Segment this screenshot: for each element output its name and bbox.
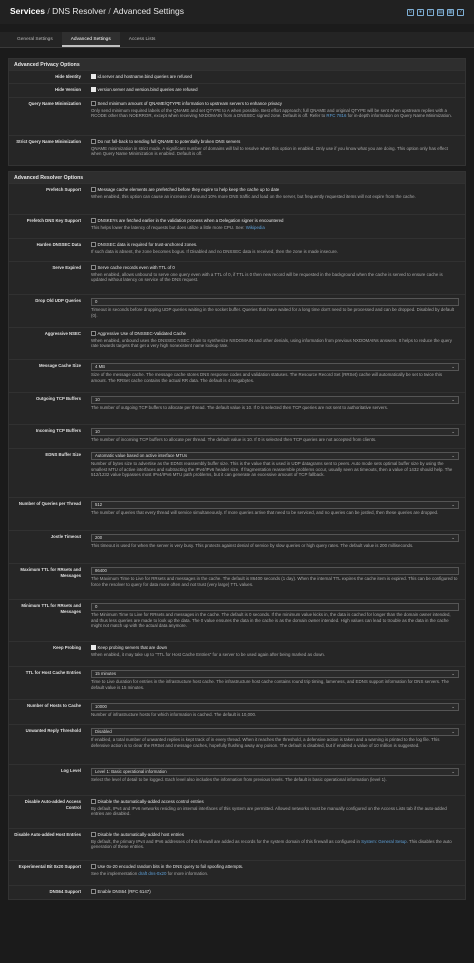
num-hosts-help: Number of infrastructure hosts for which information is cached. The default is 10,000. — [91, 712, 257, 717]
jostle-row — [9, 530, 465, 563]
hide-version-checkbox[interactable] — [91, 87, 96, 92]
prefetch-help: When enabled, this option can cause an increase of around 10% more DNS traffic and load on the server, but frequently requested items will not expire from the cache. — [91, 193, 416, 199]
max-ttl-input[interactable]: 86400 — [91, 567, 459, 575]
qname-min-label: Query Name Minimization — [28, 101, 81, 106]
general-setup-link[interactable]: System: General Setup — [361, 838, 407, 844]
jostle-help: This timeout is used for when the server is very busy. This protects against denial of service by slow queries or high query rates. The default value is 200 milliseconds. — [91, 543, 414, 548]
jostle-label: Jostle Timeout — [50, 534, 81, 539]
log-level-label: Log Level — [60, 768, 81, 773]
qname-min-checkbox[interactable] — [91, 101, 96, 106]
prefetch-key-checkbox[interactable] — [91, 218, 96, 223]
resolver-panel — [8, 171, 466, 900]
min-ttl-input[interactable]: 0 — [91, 603, 459, 611]
strict-qname-help: QNAME minimization in strict mode. A significant number of domains will fail to resolve when this option in enabled. Only use if you know what you are doing. This option only has effect when Query Name Minimization is enabled. Default is off. — [91, 145, 448, 157]
bit0x20-text: Use 0x-20 encoded random bits in the DNS query to foil spoofing attempts. — [97, 864, 244, 869]
host-cache-ttl-row — [9, 666, 465, 699]
unwanted-row — [9, 724, 465, 764]
strict-qname-checkbox[interactable] — [91, 139, 96, 144]
min-ttl-help: The Minimum Time to Live for RRsets and messages in the cache. The default is 0 seconds. If the minimum value kicks in, the data is cached for longer than the domain owner intended, and thus less queries are made to look up the data. The 0 value ensures the data in the cache is as the domain owner intended. High values can lead to trouble as the data in the cache might not match up with the actual data anymore. — [91, 612, 451, 629]
keep-probing-label: Keep Probing — [53, 645, 81, 650]
privacy-panel — [8, 58, 466, 166]
disable-acl-text: Disable the automatically-added access control entries — [97, 799, 204, 804]
reload-icon[interactable]: ↻ — [408, 8, 413, 15]
drop-old-help: Timeout in seconds before dropping UDP queries waiting in the socket buffer. Queries that have waited for a long time don't need to be processed and can be dropped. Disabled by default (0). — [91, 307, 454, 318]
help-icon[interactable]: ? — [457, 9, 464, 16]
log-level-row — [9, 764, 465, 795]
unwanted-help: If enabled, a total number of unwanted replies is kept track of in every thread. When it reaches the threshold, a defensive action is taken and a warning is printed to the log file. This defensive action is to clear the RRSet and message caches, hopefully flushing away any poison. The default is disabled, but if enabled a value of 10 million is suggested. — [91, 737, 440, 748]
chevron-down-icon: ⌄ — [451, 704, 455, 709]
msg-cache-select[interactable]: 4 MB ⌄ — [91, 363, 459, 371]
in-tcp-help: The number of incoming TCP buffers to allocate per thread. The default value is 10. If 0 is selected then TCP queries are not accepted from clients. — [91, 437, 377, 442]
harden-row — [9, 238, 465, 261]
chevron-down-icon: ⌄ — [451, 671, 455, 676]
edns-row — [9, 448, 465, 497]
strict-qname-row — [9, 135, 465, 165]
msg-cache-row — [9, 359, 465, 392]
out-tcp-row — [9, 392, 465, 424]
queries-row — [9, 497, 465, 530]
breadcrumb-advanced-settings: Advanced Settings — [113, 6, 184, 17]
prefetch-key-row — [9, 214, 465, 238]
chevron-down-icon: ⌄ — [451, 729, 455, 734]
prefetch-key-label: Prefetch DNS Key Support — [26, 218, 81, 223]
dns64-text: Enable DNS64 (RFC 6147) — [97, 889, 151, 894]
edns-help: Number of bytes size to advertise as the EDNS reassembly buffer size. This is the value that is used in UDP datagrams sent to peers. Auto mode sets optimal buffer size by using the smallest MTU of active interfaces and subtracting the IPv4/IPv6 header size. If fragmentation reassemble problems occur, usually seen as timeouts, then a value of 1432 should help. The 512/1232 value bypasses most IPv4/IPv6 MTU path problems, but it can generate an excessive amount of TCP fallback. — [91, 461, 453, 478]
aggressive-label: Aggressive NSEC — [44, 331, 81, 336]
queries-help: The number of queries that every thread will service simultaneously. If more queries arrive that need to be serviced, and no queries can be jostled, then these queries are dropped. — [91, 510, 439, 515]
msg-cache-help: Size of the message cache. The message cache stores DNS response codes and validation statuses. The Resource Record Set (RRSet) cache will automatically be set to twice this amount. The RRSet cache contains the actual RR data. The default is 4 megabytes. — [91, 372, 443, 383]
disable-host-label: Disable Auto-added Host Entries — [14, 832, 81, 837]
services-icon[interactable]: ≡ — [427, 9, 434, 16]
host-cache-ttl-label: TTL for Host Cache Entries — [25, 670, 81, 675]
chevron-down-icon: ⌄ — [451, 397, 455, 402]
aggressive-row — [9, 327, 465, 359]
chevron-down-icon: ⌄ — [451, 364, 455, 369]
unwanted-select[interactable]: Disabled ⌄ — [91, 728, 459, 736]
jostle-select[interactable]: 200 ⌄ — [91, 534, 459, 542]
qname-min-text: Send minimum amount of QNAME/QTYPE information to upstream servers to enhance privacy — [97, 101, 282, 106]
qname-min-help: Only send minimum required labels of the QNAME and set QTYPE to A when possible. Best effort approach; full QNAME and original QTYPE will be sent when upstream replies with a RCODE other than NOERROR, except when receiving NXDOMAIN from a DNSSEC signed zone. Default is off. Refer to RFC 7816 for in-depth information on Query Name Minimization. — [91, 107, 452, 119]
keep-probing-row — [9, 641, 465, 666]
unwanted-label: Unwanted Reply Threshold — [25, 728, 81, 733]
hide-version-label: Hide Version — [54, 87, 81, 92]
hide-identity-row — [9, 70, 465, 83]
harden-checkbox[interactable] — [91, 242, 96, 247]
bit0x20-checkbox[interactable] — [91, 864, 96, 869]
chevron-down-icon: ⌄ — [451, 429, 455, 434]
chevron-down-icon: ⌄ — [451, 453, 455, 458]
header-icons — [407, 9, 464, 16]
out-tcp-label: Outgoing TCP Buffers — [35, 396, 81, 401]
bit0x20-help: See the implementation draft dns-0x20 for more information. — [91, 870, 209, 876]
serve-expired-row — [9, 261, 465, 294]
qname-min-row — [9, 97, 465, 135]
aggressive-help: When enabled, unbound uses the DNSSEC NSEC chain to synthesize NXDOMAIN and other denials, using information from previous NXDOMAINs answers. It helps to reduce the query rate towards targets that get a very high nonexistent name lookup rate. — [91, 337, 452, 349]
hide-identity-checkbox[interactable] — [91, 74, 96, 79]
min-ttl-row — [9, 599, 465, 641]
hide-identity-text: id.server and hostname.bind queries are refused — [97, 74, 192, 79]
chevron-down-icon: ⌄ — [451, 535, 455, 540]
max-ttl-label: Maximum TTL for RRsets and Messages — [20, 567, 81, 578]
out-tcp-select[interactable]: 10 ⌄ — [91, 396, 459, 404]
aggressive-text: Aggressive Use of DNSSEC-Validated Cache — [97, 331, 187, 336]
drop-old-input[interactable]: 0 — [91, 298, 459, 306]
disable-acl-help: By default, IPv4 and IPv6 networks residing on internal interfaces of this system are permitted. Allowed networks must be manually configured on the Access Lists tab if the auto-added entries are disabled. — [91, 805, 447, 817]
in-tcp-row — [9, 424, 465, 448]
wikipedia-link[interactable]: Wikipedia — [245, 224, 265, 230]
max-ttl-help: The Maximum Time to Live for RRsets and messages in the cache. The default is 86400 seconds (1 day). When the internal TTL expires the cache item is expired. This can be configured to force the resolver to query for data more often and not trust (very large) TTL values. — [91, 576, 458, 587]
serve-expired-text: Serve cache records even with TTL of 0 — [97, 265, 175, 270]
num-hosts-label: Number of Hosts to Cache — [27, 703, 81, 708]
dns64-label: DNS64 Support — [49, 889, 81, 894]
drop-old-label: Drop Old UDP Queries — [35, 298, 81, 303]
min-ttl-label: Minimum TTL for RRsets and Messages — [21, 603, 81, 614]
harden-label: Harden DNSSEC Data — [36, 242, 81, 247]
log-level-select[interactable]: Level 1: Basic operational information ⌄ — [91, 768, 459, 776]
hide-version-text: version.server and version.bind queries are refused — [97, 87, 198, 92]
chevron-down-icon: ⌄ — [451, 502, 455, 507]
page-header — [0, 0, 474, 24]
log-level-help: Select the level of detail to be logged. Each level also includes the information from previous levels. The default is basic operational information (level 1). — [91, 777, 387, 782]
prefetch-label: Prefetch Support — [46, 187, 81, 192]
chart-icon[interactable]: ▤ — [438, 8, 443, 15]
edns-label: EDNS Buffer Size — [45, 452, 81, 457]
resolver-panel-title: Advanced Resolver Options — [9, 172, 465, 183]
bit0x20-row — [9, 860, 465, 885]
drop-old-row — [9, 294, 465, 327]
dns64-checkbox[interactable] — [91, 889, 96, 894]
num-hosts-select[interactable]: 10000 ⌄ — [91, 703, 459, 711]
in-tcp-label: Incoming TCP Buffers — [35, 428, 81, 433]
queries-label: Number of Queries per Thread — [18, 501, 81, 506]
breadcrumb-separator: / — [47, 6, 50, 17]
tab-access-lists[interactable]: Access Lists — [128, 37, 156, 42]
disable-host-help: By default, the primary IPv4 and IPv6 addresses of this firewall are added as records for the system domain of this firewall as configured in System: General Setup. This disables the auto generation of these entries. — [91, 838, 452, 850]
host-cache-ttl-help: Time to Live duration for entries in the infrastructure host cache. The infrastructure host cache contains round trip timing, lameness, and EDNS support information for DNS servers. The default value is 15 minutes. — [91, 679, 449, 690]
hide-identity-label: Hide Identity — [55, 74, 81, 79]
hide-version-row — [9, 83, 465, 97]
out-tcp-help: The number of outgoing TCP buffers to allocate per thread. The default value is 10. If 0 is selected then TCP queries are not sent to authoritative servers. — [91, 405, 389, 410]
rfc-7816-link[interactable]: RFC 7816 — [326, 113, 347, 119]
disable-acl-checkbox[interactable] — [91, 799, 96, 804]
prefetch-key-help: This helps lower the latency of requests but does utilize a little more CPU. See: Wikipedia — [91, 224, 265, 230]
prefetch-row — [9, 183, 465, 214]
keep-probing-text: Keep probing servers that are down — [97, 645, 168, 650]
breadcrumb-services[interactable]: Services — [10, 6, 45, 17]
disable-acl-label: Disable Auto-added Access Control — [24, 799, 81, 810]
harden-help: If such data is absent, the zone becomes bogus. If Disabled and no DNSSEC data is received, then the zone is made insecure. — [91, 248, 338, 254]
bit0x20-label: Experimental Bit 0x20 Support — [18, 864, 81, 869]
tab-advanced-settings[interactable]: Advanced Settings — [62, 32, 120, 47]
disable-host-text: Disable the automatically-added host entries — [97, 832, 184, 837]
serve-expired-checkbox[interactable] — [91, 265, 96, 270]
serve-expired-help: When enabled, allows unbound to serve one query even with a TTL of 0, if TTL is 0 then new record will be requested in the background when the cache is served to ensure cache is updated without latency on service of the DNS request. — [91, 271, 443, 283]
harden-text: DNSSEC data is required for trust-anchored zones. — [97, 242, 198, 247]
status-icon[interactable]: ● — [418, 8, 423, 15]
disable-acl-row — [9, 795, 465, 828]
host-cache-ttl-select[interactable]: 15 minutes ⌄ — [91, 670, 459, 678]
privacy-panel-title: Advanced Privacy Options — [9, 59, 465, 70]
dns64-row — [9, 885, 465, 899]
dns-0x20-link[interactable]: draft dns-0x20 — [138, 870, 167, 876]
log-icon[interactable]: ▦ — [448, 8, 453, 15]
breadcrumb-separator: / — [108, 6, 111, 17]
disable-host-row — [9, 828, 465, 860]
prefetch-checkbox[interactable] — [91, 187, 96, 192]
aggressive-checkbox[interactable] — [91, 331, 96, 336]
keep-probing-checkbox[interactable] — [91, 645, 96, 650]
max-ttl-row — [9, 563, 465, 599]
disable-host-checkbox[interactable] — [91, 832, 96, 837]
chevron-down-icon: ⌄ — [451, 769, 455, 774]
keep-probing-help: When enabled, it may take up to "TTL for Host Cache Entries" for a server to be used again after being marked as down. — [91, 651, 326, 657]
strict-qname-label: Strict Query Name Minimization — [16, 139, 81, 144]
in-tcp-select[interactable]: 10 ⌄ — [91, 428, 459, 436]
queries-select[interactable]: 512 ⌄ — [91, 501, 459, 509]
breadcrumb — [10, 6, 184, 17]
tab-general-settings[interactable]: General Settings — [17, 37, 53, 42]
strict-qname-text: Do not fall-back to sending full QNAME to potentially broken DNS servers — [97, 139, 241, 144]
num-hosts-row — [9, 699, 465, 724]
prefetch-text: Message cache elements are prefetched before they expire to help keep the cache up to date — [97, 187, 280, 192]
edns-select[interactable]: Automatic value based on active interface MTUs ⌄ — [91, 452, 459, 460]
prefetch-key-text: DNSKEYs are fetched earlier in the validation process when a Delegation signer is encountered — [97, 218, 284, 223]
msg-cache-label: Message Cache Size — [38, 363, 81, 368]
tab-bar — [0, 32, 474, 48]
serve-expired-label: Serve Expired — [52, 265, 81, 270]
breadcrumb-dns-resolver[interactable]: DNS Resolver — [52, 6, 106, 17]
